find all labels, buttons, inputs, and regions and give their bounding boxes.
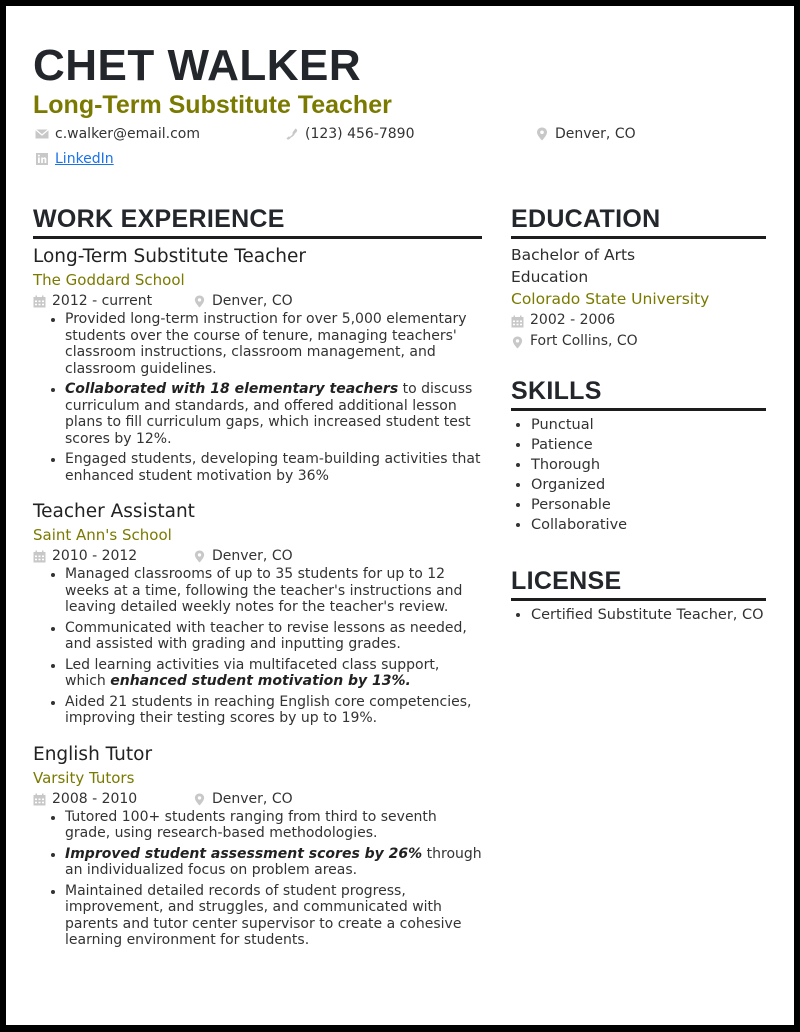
envelope-icon — [35, 127, 49, 141]
job-location — [193, 547, 293, 566]
job-dates-text: 2010 - 2012 — [52, 548, 138, 564]
license-list — [511, 605, 766, 625]
linkedin-link[interactable]: LinkedIn — [55, 151, 114, 167]
skill-item: • Thorough — [531, 455, 766, 475]
education-location-text: Fort Collins, CO — [530, 333, 638, 349]
email-text: c.walker@email.com — [55, 126, 201, 142]
job-bullets — [33, 809, 482, 949]
job-entry — [33, 500, 482, 727]
bullet-text: Aided 21 students in reaching English core competencies, improving their testing scores by up to 19%. — [65, 693, 472, 726]
bullet-text: Managed classrooms of up to 35 students for up to 12 weeks at a time, following the teacher's instructions and leaving detailed weekly notes for the teacher's review. — [65, 566, 463, 615]
skill-item: • Patience — [531, 435, 766, 455]
location-text: Denver, CO — [555, 126, 636, 142]
job-bullet — [65, 694, 482, 727]
education-dates-text: 2002 - 2006 — [530, 312, 616, 328]
job-location — [193, 292, 293, 311]
skill-item: • Organized — [531, 475, 766, 495]
map-pin-icon — [511, 335, 524, 348]
company-name: Saint Ann's School — [33, 526, 172, 544]
bullet-text: through an individualized focus on problem areas. — [65, 845, 482, 878]
degree: Bachelor of Arts — [511, 246, 636, 264]
job-bullet — [65, 883, 482, 949]
job-location-text: Denver, CO — [212, 790, 293, 807]
job-entry — [33, 245, 482, 484]
job-meta — [33, 547, 482, 566]
job-bullet — [65, 657, 482, 690]
resume-page — [6, 6, 794, 1025]
job-location-text: Denver, CO — [212, 293, 293, 309]
work-experience-section — [33, 204, 482, 953]
bullet-highlight: enhanced student motivation by 13%. — [110, 673, 411, 689]
job-title: Teacher Assistant — [33, 501, 195, 522]
bullet-text: Tutored 100+ students ranging from third to seventh grade, using research-based methodologies. — [65, 808, 437, 841]
bullet-text: to discuss curriculum and standards, and offered additional lesson plans to fill curriculum gaps, which increased student test scores by 12%. — [65, 381, 473, 447]
job-bullet — [65, 566, 482, 616]
sidebar-column — [511, 204, 766, 625]
job-bullets — [33, 566, 482, 727]
contact-email — [35, 125, 200, 143]
skill-item: • Personable — [531, 495, 766, 515]
skill-item: • Punctual — [531, 415, 766, 435]
job-bullet — [65, 846, 482, 879]
education-dates — [511, 310, 766, 331]
job-entry — [33, 743, 482, 949]
map-pin-icon — [193, 295, 206, 308]
job-dates — [33, 292, 193, 311]
education-location — [511, 331, 766, 352]
map-pin-icon — [193, 550, 206, 563]
job-bullet — [65, 809, 482, 842]
job-bullet — [65, 311, 482, 377]
phone-text: (123) 456-7890 — [305, 126, 415, 142]
license-section — [511, 566, 766, 625]
linkedin-icon — [35, 152, 49, 166]
skills-section — [511, 376, 766, 535]
job-dates-text: 2012 - current — [52, 293, 153, 309]
candidate-name: CHET WALKER — [33, 41, 362, 90]
bullet-highlight: Improved student assessment scores by 26% — [65, 845, 423, 862]
calendar-icon — [33, 295, 46, 308]
job-meta — [33, 790, 482, 809]
job-bullet — [65, 451, 482, 484]
job-location-text: Denver, CO — [212, 548, 293, 564]
map-pin-icon — [535, 127, 549, 141]
map-pin-icon — [193, 793, 206, 806]
education-section — [511, 204, 766, 352]
work-experience-heading: WORK EXPERIENCE — [33, 204, 482, 239]
company-name: Varsity Tutors — [33, 768, 135, 787]
job-location — [193, 790, 293, 809]
license-heading: LICENSE — [511, 566, 766, 601]
bullet-text: Led learning activities via multifaceted class support, which — [65, 656, 440, 689]
company-name: The Goddard School — [33, 271, 185, 289]
bullet-text: Engaged students, developing team-building activities that enhanced student motivation by 36% — [65, 451, 481, 484]
contact-phone — [285, 125, 415, 143]
job-title: English Tutor — [33, 743, 153, 765]
calendar-icon — [33, 793, 46, 806]
bullet-highlight: Collaborated with 18 elementary teachers — [65, 381, 399, 397]
skill-item: • Collaborative — [531, 515, 766, 535]
job-bullet — [65, 381, 482, 447]
job-title: Long-Term Substitute Teacher — [33, 246, 306, 267]
job-dates — [33, 790, 193, 809]
job-bullets — [33, 311, 482, 484]
contact-linkedin[interactable] — [35, 150, 114, 168]
bullet-text: Communicated with teacher to revise lessons as needed, and assisted with grading and inputting grades. — [65, 619, 467, 652]
calendar-icon — [511, 314, 524, 327]
job-meta — [33, 292, 482, 311]
calendar-icon — [33, 550, 46, 563]
candidate-headline: Long-Term Substitute Teacher — [33, 91, 392, 119]
job-dates-text: 2008 - 2010 — [52, 790, 138, 807]
bullet-text: Provided long-term instruction for over 5,000 elementary students over the course of tenure, managing teachers' classroom instructions, classroom management, and classroom guidelines. — [65, 311, 467, 377]
skills-heading: SKILLS — [511, 376, 766, 411]
education-heading: EDUCATION — [511, 204, 766, 239]
bullet-text: Maintained detailed records of student progress, improvement, and struggles, and communicated with parents and tutor center supervisor to create a cohesive learning environment for students. — [65, 882, 462, 948]
license-item: • Certified Substitute Teacher, CO — [531, 605, 766, 625]
contact-location — [535, 125, 636, 143]
job-dates — [33, 547, 193, 566]
job-bullet — [65, 620, 482, 653]
skills-list — [511, 415, 766, 535]
school-name: Colorado State University — [511, 290, 710, 308]
phone-icon — [285, 127, 299, 141]
field-of-study: Education — [511, 268, 589, 286]
